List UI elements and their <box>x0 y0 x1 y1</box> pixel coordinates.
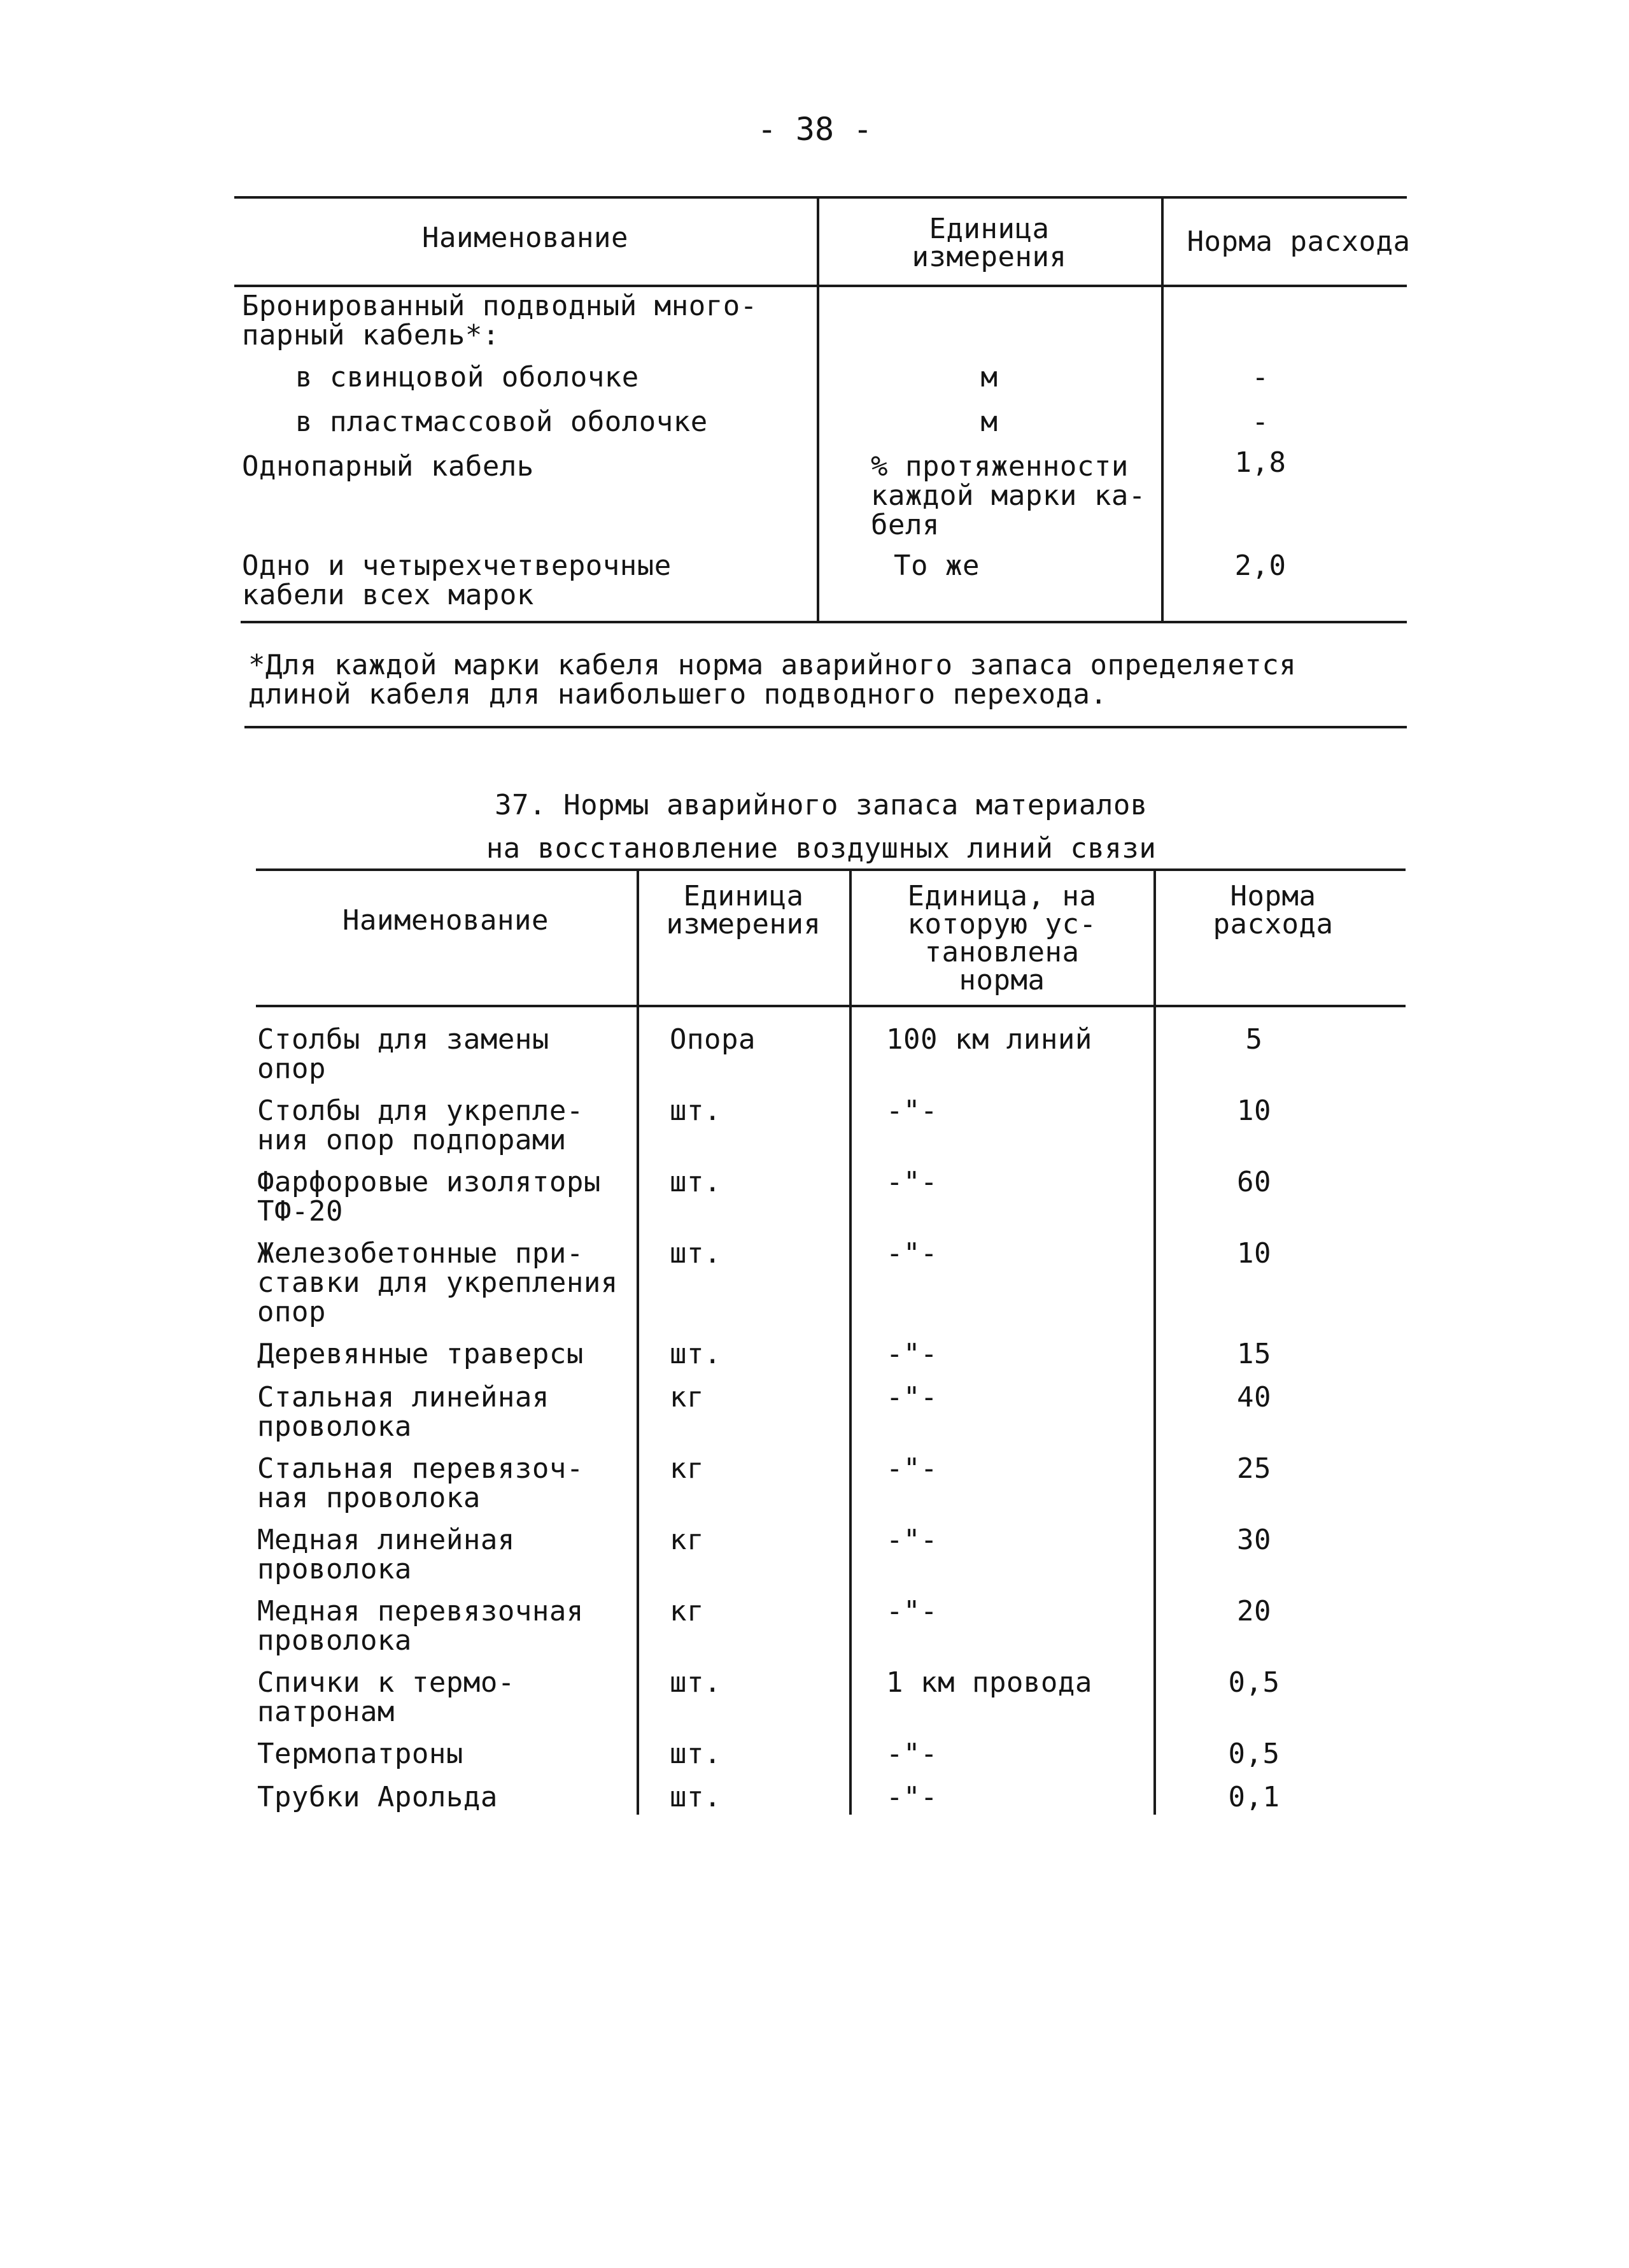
table2-cell-unit: кг <box>670 1595 704 1627</box>
table2-cell-name: Медная перевязочная проволока <box>257 1595 584 1657</box>
table2-cell-basis: -"- <box>886 1095 938 1127</box>
table2-header-unit: Единица измерения <box>666 880 821 940</box>
table2-cell-unit: шт. <box>670 1666 721 1699</box>
table2-cell-basis: -"- <box>886 1738 938 1770</box>
table2-cell-norm: 0,5 <box>1228 1666 1280 1699</box>
table2-col-divider-1 <box>637 870 639 1815</box>
table1-cell-unit: м <box>980 406 998 438</box>
table1-cell-unit: То же <box>894 549 980 582</box>
table2-cell-unit: шт. <box>670 1237 721 1270</box>
table2-cell-basis: -"- <box>886 1452 938 1485</box>
table2-cell-unit: кг <box>670 1452 704 1485</box>
table-row: в свинцовой оболочке <box>261 361 639 393</box>
table2-cell-basis: -"- <box>886 1524 938 1556</box>
table2-cell-name: Железобетонные при- ставки для укрепления опор <box>257 1237 618 1328</box>
table2-header-basis: Единица, на которую ус- тановлена норма <box>907 880 1097 996</box>
table2-cell-basis: -"- <box>886 1338 938 1370</box>
table-row: Одно и четырехчетверочные кабели всех марок <box>242 549 672 611</box>
table2-cell-name: Фарфоровые изоляторы ТФ-20 <box>257 1166 601 1228</box>
table1-header-unit: Единица измерения <box>912 213 1067 273</box>
table2-cell-name: Столбы для замены опор <box>257 1023 549 1085</box>
table1-bottom-rule <box>241 621 1407 623</box>
table1-header-rule <box>234 285 1407 287</box>
table2-cell-norm: 15 <box>1237 1338 1271 1370</box>
table2-col-divider-3 <box>1153 870 1156 1815</box>
table2-cell-unit: Опора <box>670 1023 756 1056</box>
table2-cell-norm: 10 <box>1237 1237 1271 1270</box>
table-row: Бронированный подводный много- парный кабель*: <box>242 290 758 351</box>
table2-cell-norm: 30 <box>1237 1524 1271 1556</box>
table1-col-divider-1 <box>817 197 819 621</box>
table2-title-line1: 37. Нормы аварийного запаса материалов <box>495 789 1148 821</box>
table2-cell-basis: -"- <box>886 1381 938 1414</box>
table2-cell-basis: -"- <box>886 1237 938 1270</box>
table2-cell-unit: шт. <box>670 1738 721 1770</box>
table2-cell-norm: 25 <box>1237 1452 1271 1485</box>
table2-col-divider-2 <box>849 870 852 1815</box>
table1-cell-norm: 2,0 <box>1234 549 1287 582</box>
table1-cell-norm: - <box>1252 406 1269 438</box>
table1-cell-unit: % протяженности каждой марки ка- беля <box>871 450 1146 541</box>
table1-cell-norm: - <box>1252 361 1269 393</box>
table2-top-rule <box>256 868 1406 871</box>
table1-footnote: *Для каждой марки кабеля норма аварийного запаса определяется длиной кабеля для наибольшего подводного перехода. <box>248 649 1297 711</box>
table2-cell-name: Стальная линейная проволока <box>257 1381 549 1443</box>
table2-cell-basis: 100 км линий <box>886 1023 1092 1056</box>
table1-header-norm: Норма расхода <box>1187 225 1411 258</box>
table1-top-rule <box>234 196 1407 199</box>
table2-cell-name: Спички к термо- патронам <box>257 1666 515 1728</box>
table2-cell-name: Столбы для укрепле- ния опор подпорами <box>257 1095 584 1156</box>
table1-col-divider-2 <box>1161 197 1164 621</box>
table2-cell-unit: шт. <box>670 1338 721 1370</box>
table2-header-name: Наименование <box>342 904 549 937</box>
table2-title-line2: на восстановление воздушных линий связи <box>486 832 1157 865</box>
table2-cell-basis: 1 км провода <box>886 1666 1092 1699</box>
table-row: в пластмассовой оболочке <box>261 406 708 438</box>
table1-cell-norm: 1,8 <box>1234 446 1287 479</box>
table2-cell-unit: кг <box>670 1381 704 1414</box>
table2-cell-norm: 40 <box>1237 1381 1271 1414</box>
table2-cell-norm: 60 <box>1237 1166 1271 1198</box>
table1-cell-unit: м <box>980 361 998 393</box>
table2-cell-unit: шт. <box>670 1781 721 1813</box>
table2-cell-basis: -"- <box>886 1595 938 1627</box>
table2-cell-unit: кг <box>670 1524 704 1556</box>
table2-cell-name: Трубки Арольда <box>257 1781 498 1813</box>
table2-cell-name: Медная линейная проволока <box>257 1524 515 1585</box>
table2-cell-norm: 10 <box>1237 1095 1271 1127</box>
table2-cell-name: Термопатроны <box>257 1738 463 1770</box>
table2-header-norm: Норма расхода <box>1213 880 1334 940</box>
table2-header-rule <box>256 1005 1406 1007</box>
table2-cell-unit: шт. <box>670 1095 721 1127</box>
table2-cell-name: Деревянные траверсы <box>257 1338 584 1370</box>
table2-cell-basis: -"- <box>886 1166 938 1198</box>
table1-header-name: Наименование <box>422 222 628 254</box>
table2-cell-unit: шт. <box>670 1166 721 1198</box>
table2-cell-norm: 20 <box>1237 1595 1271 1627</box>
table2-cell-norm: 0,1 <box>1228 1781 1280 1813</box>
table2-cell-norm: 0,5 <box>1228 1738 1280 1770</box>
page-number: - 38 - <box>757 111 873 148</box>
table-row: Однопарный кабель <box>242 450 534 483</box>
table1-footnote-rule <box>244 726 1407 728</box>
table2-cell-name: Стальная перевязоч- ная проволока <box>257 1452 584 1514</box>
table2-cell-norm: 5 <box>1245 1023 1263 1056</box>
table2-cell-basis: -"- <box>886 1781 938 1813</box>
